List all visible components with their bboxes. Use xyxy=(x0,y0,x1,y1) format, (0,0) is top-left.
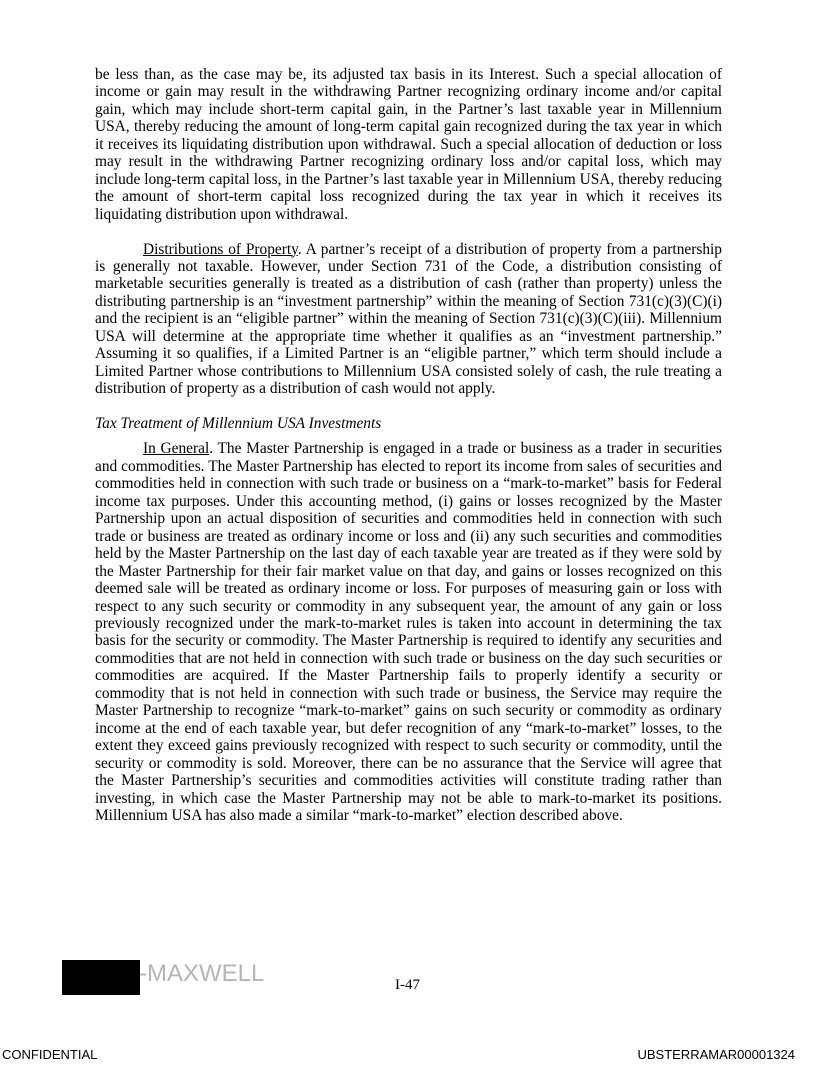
paragraph-text: . The Master Partnership is engaged in a trade or business as a trader in securities and commodities. The Master Partnership has elected to report its income from sales of securities and commodities held in connection with such trade or business on a “mark-to-market” basis for Federal income tax purposes. Under this accounting method, (i) gains or losses recognized by the Master Partnership upon an actual disposition of securities and commodities held in connection with such trade or business are treated as ordinary income or loss and (ii) any such securities and commodities held by the Master Partnership on the last day of each taxable year are treated as if they were sold by the Master Partnership for their fair market value on that day, and gains or losses recognized on this deemed sale will be treated as ordinary income or loss. For purposes of measuring gain or loss with respect to any such security or commodity in any subsequent year, the amount of any gain or loss previously recognized under the mark-to-market rules is taken into account in determining the tax basis for the security or commodity. The Master Partnership is required to identify any securities and commodities that are not held in connection with such trade or business on the day such securities or commodities are acquired. If the Master Partnership fails to properly identify a security or commodity that is not held in connection with such trade or business, the Service may require the Master Partnership to recognize “mark-to-market” gains on such security or commodity as ordinary income at the end of each taxable year, but defer recognition of any “mark-to-market” losses, to the extent they exceed gains previously recognized with respect to such security or commodity, until the security or commodity is sold. Moreover, there can be no assurance that the Service will agree that the Master Partnership’s securities and commodities activities will constitute trading rather than investing, in which case the Master Partnership may not be able to mark-to-market its positions. Millennium USA has also made a similar “mark-to-market” election described above. xyxy=(95,440,723,824)
paragraph-title: Distributions of Property xyxy=(143,240,298,258)
page-number: I-47 xyxy=(395,977,420,993)
footer-stamp: -MAXWELL xyxy=(139,960,265,987)
section-heading: Tax Treatment of Millennium USA Investments xyxy=(95,415,382,433)
bates-number: UBSTERRAMAR00001324 xyxy=(637,1047,795,1062)
paragraph-in-general xyxy=(95,440,722,824)
paragraph-title: In General xyxy=(143,440,210,458)
redaction-box xyxy=(62,960,140,995)
paragraph-distributions xyxy=(95,241,722,398)
document-body xyxy=(95,66,722,842)
paragraph-allocation: be less than, as the case may be, its adjusted tax basis in its Interest. Such a special allocation of income or gain may result in the withdrawing Partner recognizing ordinary income and/or capital gain, which may include short-term capital gain, in the Partner’s last taxable year in Millennium USA, thereby reducing the amount of long-term capital gain recognized during the tax year in which it receives its liquidating distribution upon withdrawal. Such a special allocation of deduction or loss may result in the withdrawing Partner recognizing ordinary loss and/or capital loss, which may include long-term capital loss, in the Partner’s last taxable year in Millennium USA, thereby reducing the amount of short-term capital loss recognized during the tax year in which it receives its liquidating distribution upon withdrawal. xyxy=(95,66,722,223)
paragraph-text: . A partner’s receipt of a distribution of property from a partnership is generally not taxable. However, under Section 731 of the Code, a distribution consisting of marketable securities generally is treated as a distribution of cash (rather than property) unless the distributing partnership is an “investment partnership” within the meaning of Section 731(c)(3)(C)(i) and the recipient is an “eligible partner” within the meaning of Section 731(c)(3)(C)(iii). Millennium USA will determine at the appropriate time whether it qualifies as an “investment partnership.” Assuming it so qualifies, if a Limited Partner is an “eligible partner,” which term should include a Limited Partner whose contributions to Millennium USA consisted solely of cash, the rule treating a distribution of property as a distribution of cash would not apply. xyxy=(95,240,723,398)
confidential-label: CONFIDENTIAL xyxy=(2,1047,98,1062)
